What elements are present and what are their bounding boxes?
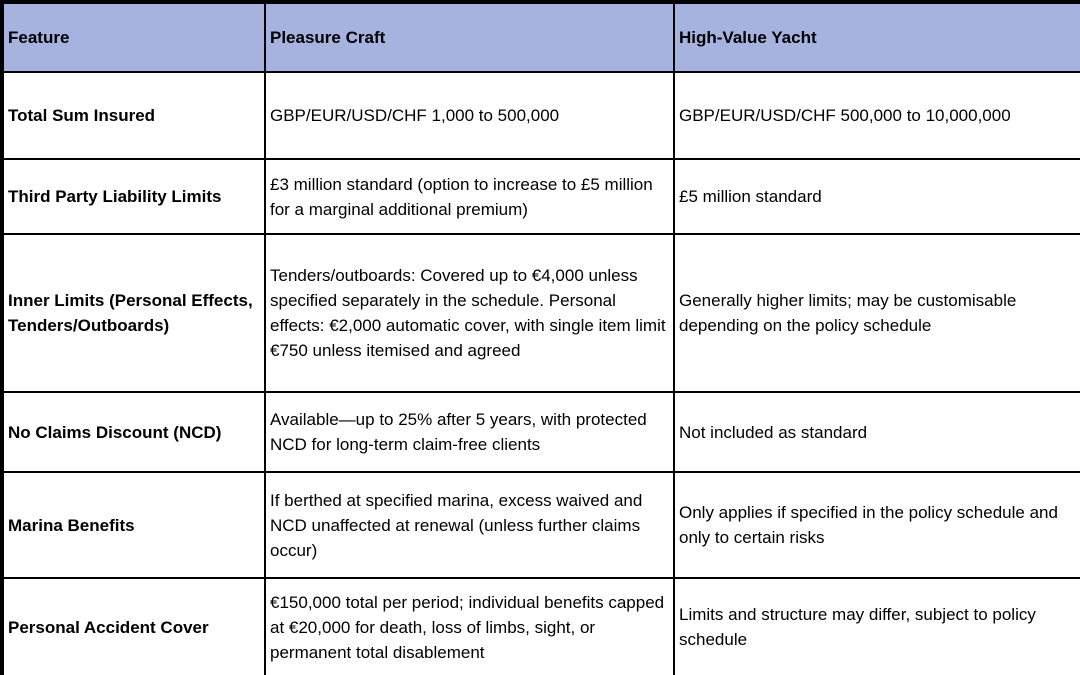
feature-label: Inner Limits (Personal Effects, Tenders/Outboards) xyxy=(2,234,265,392)
table-row-third-party-liability xyxy=(2,159,1080,234)
feature-label: Marina Benefits xyxy=(2,472,265,578)
high-value-yacht-value: Limits and structure may differ, subject to policy schedule xyxy=(674,578,1080,675)
pleasure-craft-value: €150,000 total per period; individual benefits capped at €20,000 for death, loss of limbs, sight, or permanent total disablement xyxy=(265,578,674,675)
header-cell-pleasure-craft: Pleasure Craft xyxy=(265,2,674,72)
high-value-yacht-value: Not included as standard xyxy=(674,392,1080,472)
high-value-yacht-value: GBP/EUR/USD/CHF 500,000 to 10,000,000 xyxy=(674,72,1080,159)
table-row-no-claims-discount xyxy=(2,392,1080,472)
table-header xyxy=(2,2,1080,72)
feature-label: Total Sum Insured xyxy=(2,72,265,159)
table-body xyxy=(2,72,1080,675)
feature-label: Third Party Liability Limits xyxy=(2,159,265,234)
header-cell-high-value-yacht: High-Value Yacht xyxy=(674,2,1080,72)
high-value-yacht-value: Generally higher limits; may be customisable depending on the policy schedule xyxy=(674,234,1080,392)
table-row-total-sum-insured xyxy=(2,72,1080,159)
high-value-yacht-value: Only applies if specified in the policy schedule and only to certain risks xyxy=(674,472,1080,578)
feature-label: Personal Accident Cover xyxy=(2,578,265,675)
pleasure-craft-value: GBP/EUR/USD/CHF 1,000 to 500,000 xyxy=(265,72,674,159)
table-row-inner-limits xyxy=(2,234,1080,392)
pleasure-craft-value: £3 million standard (option to increase to £5 million for a marginal additional premium) xyxy=(265,159,674,234)
feature-label: No Claims Discount (NCD) xyxy=(2,392,265,472)
high-value-yacht-value: £5 million standard xyxy=(674,159,1080,234)
pleasure-craft-value: If berthed at specified marina, excess waived and NCD unaffected at renewal (unless further claims occur) xyxy=(265,472,674,578)
table-row-marina-benefits xyxy=(2,472,1080,578)
header-cell-feature: Feature xyxy=(2,2,265,72)
pleasure-craft-value: Available—up to 25% after 5 years, with protected NCD for long-term claim-free clients xyxy=(265,392,674,472)
table-row-personal-accident-cover xyxy=(2,578,1080,675)
pleasure-craft-value: Tenders/outboards: Covered up to €4,000 unless specified separately in the schedule. Personal effects: €2,000 automatic cover, with single item limit €750 unless itemised and agreed xyxy=(265,234,674,392)
header-row xyxy=(2,2,1080,72)
